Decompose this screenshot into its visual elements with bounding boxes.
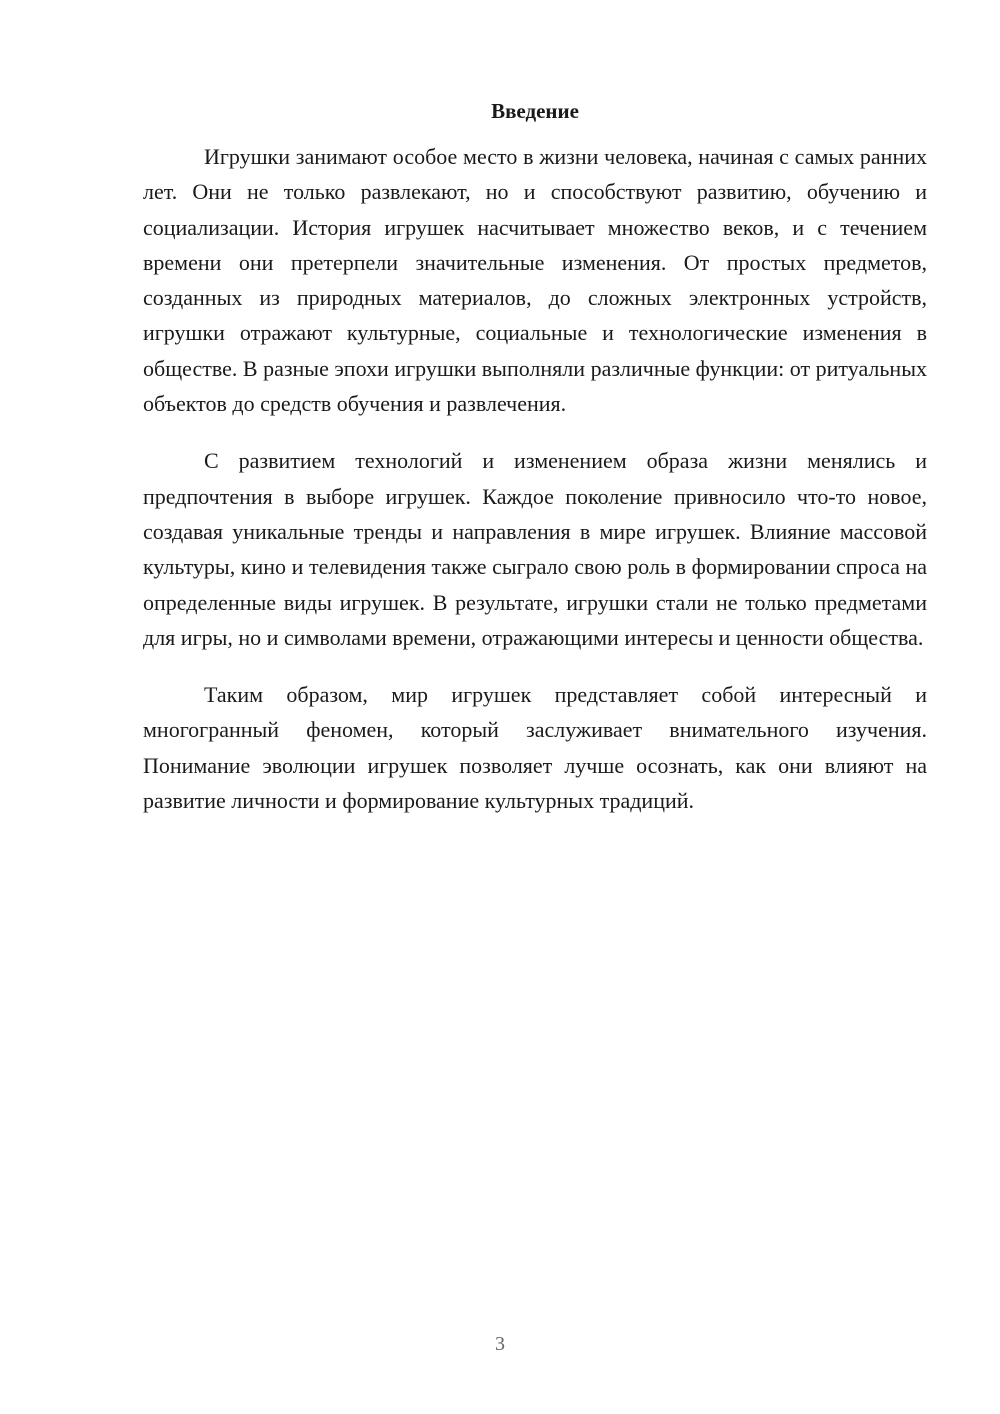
paragraph-2: С развитием технологий и изменением образа жизни менялись и предпочтения в выборе игрушек. Каждое поколение привносило что-то новое, создавая уникальные тренды и направления в мире игрушек. Влияние массовой культуры, кино и телевидения также сыграло свою роль в формировании спроса на определенные виды игрушек. В результате, игрушки стали не только предметами для игры, но и символами времени, отражающими интересы и ценности общества. [143,448,927,650]
page-number: 3 [495,1333,505,1355]
section-title: Введение [491,99,579,123]
paragraph-3: Таким образом, мир игрушек представляет собой интересный и многогранный феномен, который заслуживает внимательного изучения. Понимание эволюции игрушек позволяет лучше осознать, как они влияют на развитие личности и формирование культурных традиций. [143,682,927,814]
page-content [143,95,927,840]
paragraph-1: Игрушки занимают особое место в жизни человека, начиная с самых ранних лет. Они не только развлекают, но и способствуют развитию, обучению и социализации. История игрушек насчитывает множество веков, и с течением времени они претерпели значительные изменения. От простых предметов, созданных из природных материалов, до сложных электронных устройств, игрушки отражают культурные, социальные и технологические изменения в обществе. В разные эпохи игрушки выполняли различные функции: от ритуальных объектов до средств обучения и развлечения. [143,144,927,417]
